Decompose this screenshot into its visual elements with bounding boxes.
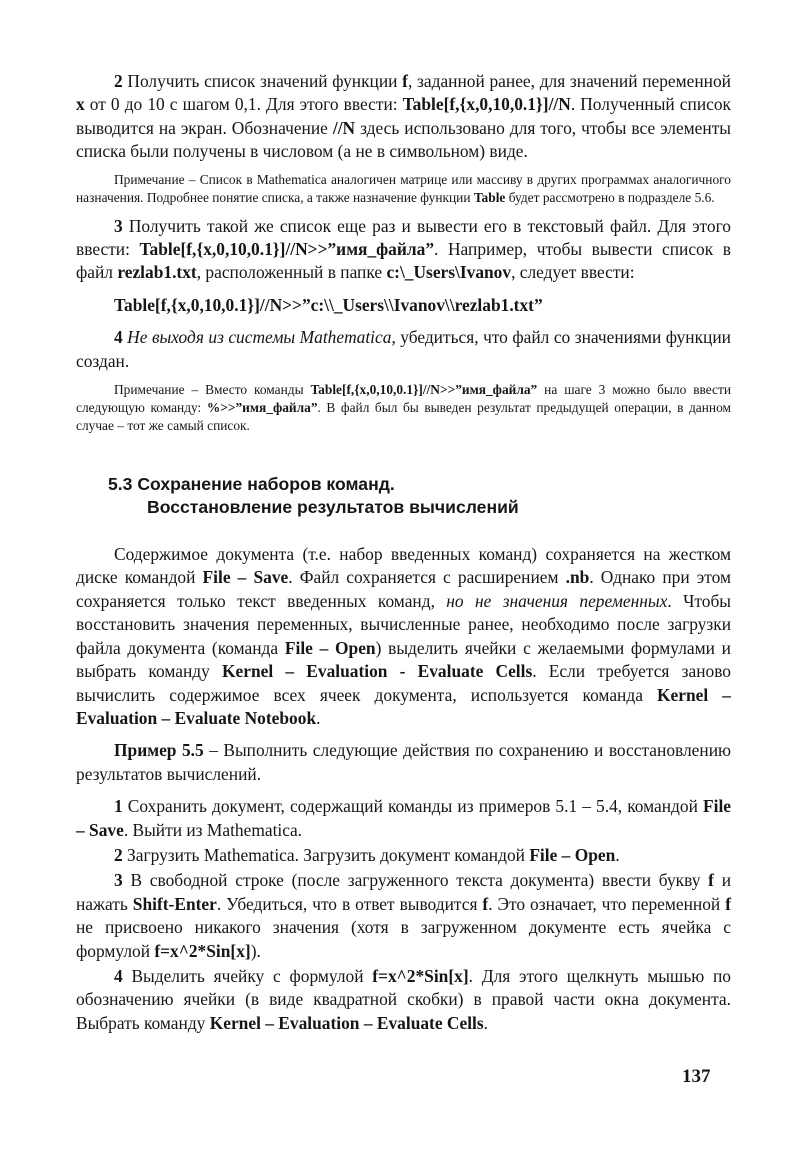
text-run: здесь использовано для того, чтобы все элементы списка были получены в числовом (а не в символьном) виде. (76, 117, 731, 162)
bold-text-run: f (725, 893, 731, 914)
text-run: – Выполнить следующие действия по сохранению и восстановлению результатов вычислений. (76, 740, 731, 784)
text-run: , убедиться, что файл со значениями функции создан. (76, 327, 731, 371)
bold-text-run: Kernel – Evaluation – Evaluate Cells (209, 1012, 484, 1033)
bold-text-run: //N (332, 117, 356, 138)
bold-text-run: Table[f,{x,0,10,0.1}]//N>>”имя_файла” (139, 239, 435, 260)
bold-text-run: 2 (114, 844, 123, 865)
bold-text-run: %>>”имя_файла” (206, 400, 318, 416)
bold-text-run: 3 (114, 870, 123, 891)
step-2-paragraph (76, 70, 731, 164)
text-run: , расположенный в папке (196, 262, 387, 283)
text-run: . Однако при этом сохраняется только текст введенных команд, (76, 567, 731, 611)
bold-text-run: .nb (565, 567, 590, 588)
text-run: . (483, 1012, 488, 1033)
bold-text-run: 4 (114, 965, 123, 986)
text-run: ) выделить ячейки с желаемыми формулами и выбрать команду (76, 637, 731, 682)
bold-text-run: f (402, 71, 408, 91)
bold-text-run: Kernel – Evaluation - Evaluate Cells (222, 661, 533, 682)
intro-paragraph (76, 543, 731, 730)
bold-text-run: File – Open (284, 637, 376, 658)
step-4-paragraph (76, 326, 731, 373)
bold-text-run: f (482, 893, 489, 914)
text-run: Загрузить Mathematica. Загрузить документ командой (122, 844, 530, 865)
bold-text-run: Table (473, 189, 506, 205)
text-run: . Например, чтобы вывести список в файл (76, 239, 732, 283)
text-run: , заданной ранее, для значений переменной (407, 71, 731, 91)
text-run: Примечание – Вместо команды (114, 382, 311, 398)
text-run: Получить список значений функции (122, 71, 403, 91)
bold-text-run: f=x^2*Sin[x] (154, 940, 251, 961)
text-run: Содержимое документа (т.е. набор введенных команд) сохраняется на жестком диске командой (76, 544, 731, 588)
text-run: В свободной строке (после загруженного текста документа) ввести букву (122, 870, 709, 891)
text-run: . Файл сохраняется с расширением (288, 567, 566, 588)
text-run: . Убедиться, что в ответ выводится (216, 893, 483, 914)
bold-text-run: Пример 5.5 (114, 740, 204, 761)
bold-text-run: File – Save (202, 567, 289, 588)
text-run: . Для этого щелкнуть мышью по обозначению ячейки (в виде квадратной скобки) в правой части окна документа. Выбрать команду (76, 965, 731, 1033)
bold-text-run: 1 (114, 796, 123, 817)
bold-text-run: Shift-Enter (132, 893, 217, 914)
text-run: . Это означает, что переменной (488, 893, 726, 914)
bold-text-run: c:\_Users\Ivanov (386, 262, 512, 283)
example-step-4 (76, 965, 731, 1035)
bold-text-run: 3 (114, 215, 123, 236)
italic-text-run: Не выходя из системы Mathematica (122, 327, 392, 348)
example-step-1 (76, 795, 731, 842)
bold-text-run: Kernel – Evaluation – Evaluate Notebook (76, 684, 731, 728)
section-heading-line-2: Восстановление результатов вычислений (147, 496, 519, 517)
bold-text-run: f (708, 870, 714, 891)
section-heading (108, 473, 731, 518)
bold-text-run: Table[f,{x,0,10,0.1}]//N (402, 94, 571, 115)
text-run: будет рассмотрено в подразделе 5.6. (505, 189, 715, 205)
example-paragraph (76, 739, 731, 786)
bold-text-run: f=x^2*Sin[x] (372, 965, 469, 986)
text-run: Примечание – Список в Mathematica аналогичен матрице или массиву в других программах аналогичного назначения. Подробнее понятие списка, а также назначение функции (76, 171, 731, 205)
example-step-2 (76, 844, 731, 867)
bold-text-run: rezlab1.txt (117, 262, 197, 283)
step-3-paragraph (76, 215, 731, 285)
bold-text-run: Table[f,{x,0,10,0.1}]//N>>”имя_файла” (310, 382, 538, 398)
formula-line: Table[f,{x,0,10,0.1}]//N>>”c:\\_Users\\Ivanov\\rezlab1.txt” (114, 294, 543, 315)
bold-text-run: File – Open (529, 844, 616, 865)
text-run: Сохранить документ, содержащий команды из примеров 5.1 – 5.4, командой (122, 796, 703, 817)
text-run: . Выйти из Mathematica. (123, 819, 303, 840)
page-number: 137 (682, 1066, 711, 1087)
bold-text-run: File – Save (76, 796, 731, 840)
text-run: . В файл был бы выведен результат предыдущей операции, в данном случае – тот же самый список. (76, 400, 731, 434)
text-run: Получить такой же список еще раз и вывести его в текстовый файл. Для этого ввести: (76, 215, 731, 260)
text-run: . (615, 844, 620, 865)
bold-text-run: 2 (114, 71, 123, 91)
note-command-paragraph (76, 381, 731, 435)
bold-text-run: x (76, 94, 85, 115)
text-run: , следует ввести: (511, 262, 635, 283)
text-run: от 0 до 10 с шагом 0,1. Для этого ввести: (84, 94, 403, 115)
text-run: . Чтобы восстановить значения переменных, вычисленные ранее, необходимо после загрузки файла документа (команда (76, 590, 731, 658)
page-content (76, 70, 731, 1035)
text-run: ). (250, 940, 261, 961)
note-list-paragraph (76, 171, 731, 207)
bold-text-run: 4 (114, 327, 123, 348)
text-run: . Если требуется заново вычислить содержимое всех ячеек документа, используется команда (76, 661, 731, 705)
section-heading-line-1: 5.3 Сохранение наборов команд. (108, 474, 395, 495)
text-run: на шаге 3 можно было ввести следующую команду: (76, 382, 731, 416)
text-run: Выделить ячейку с формулой (122, 965, 373, 986)
italic-text-run: но не значения переменных (446, 590, 668, 611)
text-run: не присвоено никакого значения (хотя в загруженном документе есть ячейка с формулой (76, 917, 731, 961)
text-run: . (316, 707, 321, 728)
text-run: и нажать (76, 870, 731, 914)
text-run: . Полученный список выводится на экран. Обозначение (76, 94, 731, 138)
example-step-3 (76, 869, 731, 963)
